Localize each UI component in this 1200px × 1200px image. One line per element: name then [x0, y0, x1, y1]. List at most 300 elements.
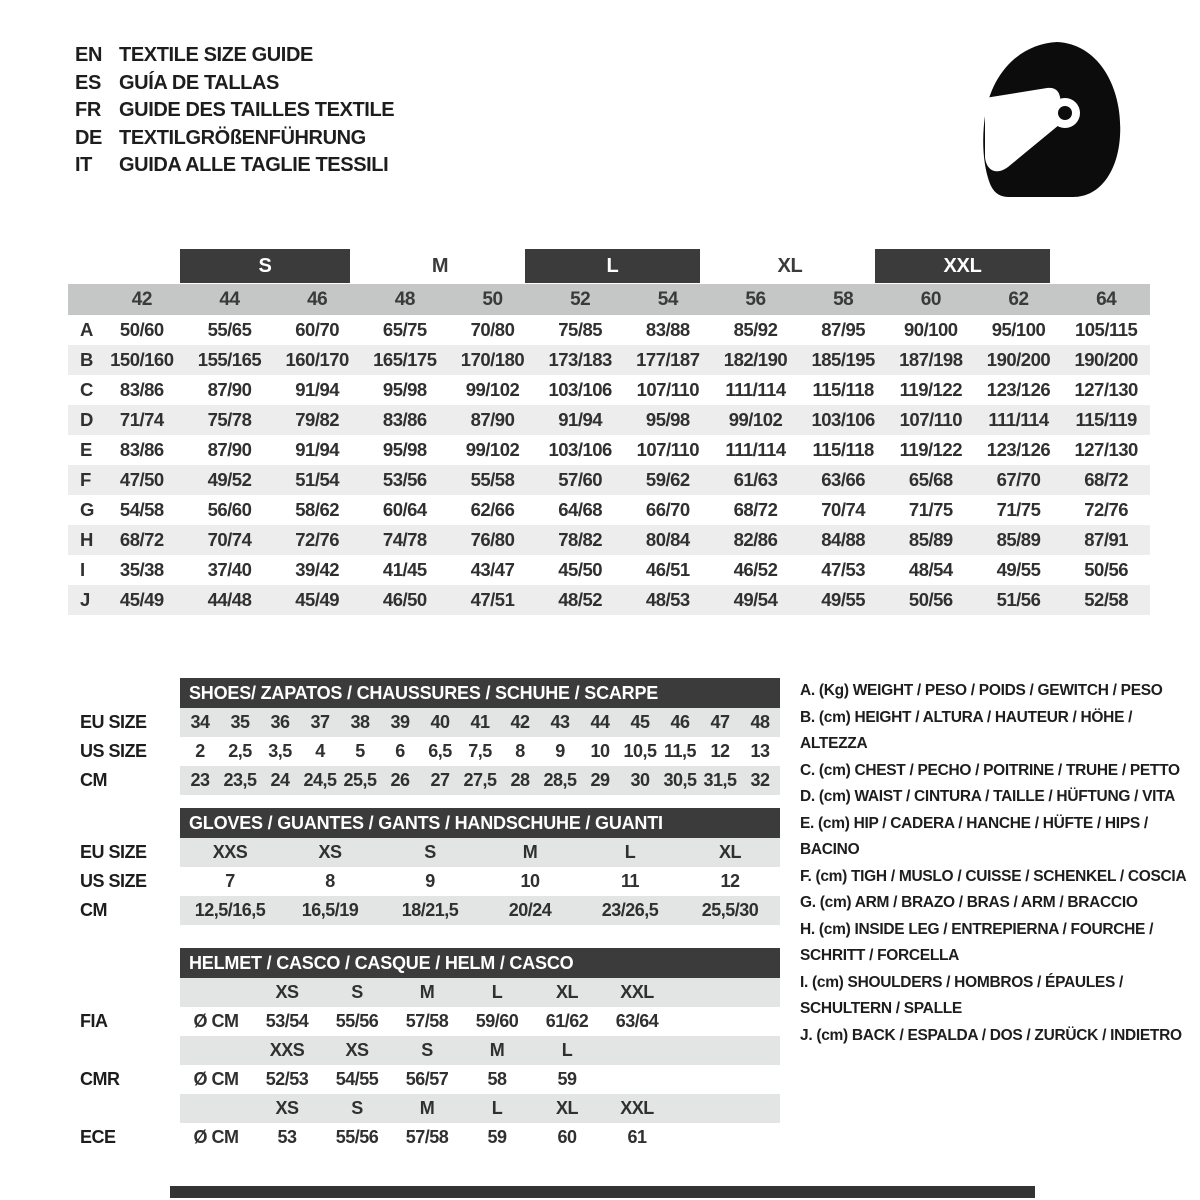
table-cell: M: [522, 842, 538, 862]
table-cell: 43: [550, 712, 570, 732]
helmet-values-row: [80, 1065, 790, 1094]
table-cell: 28: [510, 770, 530, 790]
table-cell: 37: [310, 712, 330, 732]
table-cell: 50/56: [1084, 559, 1129, 580]
column-header: 46: [307, 288, 328, 310]
language-item: [75, 42, 394, 70]
table-cell: 24: [270, 770, 290, 790]
table-cell: 64/68: [558, 499, 603, 520]
table-cell: 13: [750, 741, 770, 761]
size-group-m: M: [431, 254, 449, 277]
table-cell: 75/78: [207, 409, 252, 430]
standard-label: CMR: [80, 1069, 120, 1089]
shoes-section: [80, 678, 790, 795]
table-cell: 51/54: [295, 469, 340, 490]
shoes-section-header: SHOES/ ZAPATOS / CHAUSSURES / SCHUHE / SCARPE: [180, 678, 780, 708]
table-cell: 31,5: [703, 770, 737, 790]
table-row-grid: [68, 525, 1150, 555]
row-values: [180, 766, 780, 795]
legend-item: F. (cm) TIGH / MUSLO / CUISSE / SCHENKEL / COSCIA: [800, 867, 1187, 885]
row-header: E: [80, 439, 92, 460]
row-header: G: [80, 499, 94, 520]
table-cell: 87/90: [207, 379, 252, 400]
table-row: [68, 525, 1150, 555]
table-cell: 10: [590, 741, 610, 761]
row-values: [180, 978, 780, 1007]
helmet-sizes-row: [80, 1094, 790, 1123]
language-title: GUÍA DE TALLAS: [119, 71, 279, 94]
table-cell: 95/100: [991, 319, 1046, 340]
table-cell: 55/65: [207, 319, 252, 340]
table-cell: 59/60: [475, 1011, 519, 1031]
table-cell: 49/52: [207, 469, 252, 490]
table-row-grid: [68, 555, 1150, 585]
table-cell: XXS: [212, 842, 248, 862]
table-cell: 53/54: [265, 1011, 309, 1031]
table-cell: 71/75: [996, 499, 1041, 520]
table-cell: 25,5: [343, 770, 377, 790]
table-cell: 103/106: [548, 379, 612, 400]
table-cell: 58/62: [295, 499, 340, 520]
table-cell: 170/180: [460, 349, 525, 370]
table-cell: 24,5: [303, 770, 337, 790]
table-cell: 47: [710, 712, 730, 732]
table-cell: 6: [395, 741, 405, 761]
table-row-grid: [68, 465, 1150, 495]
column-header: 58: [833, 288, 854, 310]
language-title: TEXTILE SIZE GUIDE: [119, 44, 313, 66]
table-cell: 115/118: [812, 439, 874, 460]
table-cell: 42: [510, 712, 530, 732]
table-cell: 20/24: [508, 900, 552, 920]
table-cell: 40: [430, 712, 450, 732]
table-cell: 173/183: [548, 349, 612, 370]
table-cell: 45/49: [119, 589, 164, 610]
table-cell: 95/98: [645, 409, 690, 430]
size-header-cell: XXL: [620, 1098, 654, 1118]
table-cell: 165/175: [373, 349, 437, 370]
table-cell: 60/70: [295, 319, 340, 340]
table-cell: 155/165: [197, 349, 262, 370]
language-code: DE: [75, 126, 102, 149]
table-cell: 56/60: [207, 499, 252, 520]
table-cell: 60/64: [382, 499, 427, 520]
size-header-cell: S: [351, 1098, 363, 1118]
table-cell: 6,5: [428, 741, 452, 761]
size-table-row: [80, 708, 790, 737]
size-table-row: [80, 896, 790, 925]
table-cell: 60: [557, 1127, 577, 1147]
table-cell: 29: [590, 770, 610, 790]
table-cell: 55/58: [470, 469, 515, 490]
size-header-cell: XS: [275, 982, 299, 1002]
table-cell: 190/200: [986, 349, 1051, 370]
table-cell: 85/89: [908, 529, 953, 550]
table-cell: 48/54: [908, 559, 953, 580]
size-header-cell: XL: [555, 982, 578, 1002]
table-cell: 74/78: [382, 529, 427, 550]
table-cell: 23/26,5: [601, 900, 659, 920]
table-cell: 63/64: [615, 1011, 659, 1031]
table-cell: 177/187: [636, 349, 700, 370]
row-values: [180, 1007, 780, 1036]
size-header-cell: XL: [555, 1098, 578, 1118]
gloves-table: [80, 838, 790, 925]
row-values: [180, 737, 780, 766]
table-cell: 87/90: [470, 409, 515, 430]
size-header-cell: S: [421, 1040, 433, 1060]
table-row: [68, 465, 1150, 495]
table-cell: 59: [557, 1069, 577, 1089]
row-label: EU SIZE: [80, 842, 147, 862]
row-values: [180, 838, 780, 867]
table-cell: 5: [355, 741, 365, 761]
table-cell: 26: [390, 770, 410, 790]
size-header-cell: M: [419, 982, 435, 1002]
table-cell: 9: [425, 871, 435, 891]
size-header-cell: L: [561, 1040, 573, 1060]
table-cell: 54/55: [335, 1069, 379, 1089]
table-cell: 35: [230, 712, 250, 732]
table-cell: 28,5: [543, 770, 577, 790]
table-cell: 57/60: [558, 469, 603, 490]
size-table-row: [80, 838, 790, 867]
table-cell: 105/115: [1074, 319, 1138, 340]
table-cell: 182/190: [723, 349, 788, 370]
legend-item: H. (cm) INSIDE LEG / ENTREPIERNA / FOURCHE / SCHRITT / FORCELLA: [800, 920, 1154, 964]
language-title: GUIDE DES TAILLES TEXTILE: [119, 99, 395, 121]
table-cell: 53: [277, 1127, 297, 1147]
legend-item: E. (cm) HIP / CADERA / HANCHE / HÜFTE / HIPS / BACINO: [800, 814, 1148, 858]
row-header: J: [80, 589, 90, 610]
table-cell: 50/56: [908, 589, 953, 610]
table-cell: 25,5/30: [701, 900, 759, 920]
table-cell: 59/62: [645, 469, 690, 490]
row-header: A: [80, 319, 93, 340]
table-cell: 61/63: [733, 469, 778, 490]
table-cell: 70/80: [470, 319, 515, 340]
size-header-cell: L: [491, 982, 503, 1002]
table-cell: 111/114: [988, 409, 1049, 430]
table-cell: L: [624, 842, 636, 862]
table-cell: 12,5/16,5: [194, 900, 266, 920]
size-group-l: L: [525, 249, 700, 283]
row-values: [180, 867, 780, 896]
row-header: D: [80, 409, 93, 430]
helmet-values-row: [80, 1007, 790, 1036]
table-row-grid: [68, 345, 1150, 375]
table-cell: 99/102: [465, 379, 520, 400]
table-cell: 52/58: [1084, 589, 1129, 610]
table-cell: 52/53: [265, 1069, 309, 1089]
language-item: [75, 97, 394, 125]
table-cell: 44/48: [207, 589, 252, 610]
column-header: 60: [920, 288, 941, 310]
language-title: TEXTILGRÖßENFÜHRUNG: [119, 126, 366, 149]
row-values: [180, 1094, 780, 1123]
table-cell: 185/195: [811, 349, 875, 370]
unit-cell: Ø CM: [193, 1011, 239, 1031]
table-cell: 91/94: [558, 409, 603, 430]
table-cell: 48/53: [645, 589, 690, 610]
table-cell: 49/55: [821, 589, 866, 610]
table-cell: 36: [270, 712, 290, 732]
table-cell: 8: [515, 741, 525, 761]
table-cell: S: [424, 842, 436, 862]
table-cell: 16,5/19: [301, 900, 359, 920]
table-cell: 46/52: [733, 559, 778, 580]
legend-item: C. (cm) CHEST / PECHO / POITRINE / TRUHE / PETTO: [800, 761, 1180, 779]
row-header: I: [80, 559, 85, 580]
unit-cell: Ø CM: [193, 1127, 239, 1147]
language-list: [75, 42, 394, 180]
table-cell: 7: [225, 871, 235, 891]
table-cell: 87/91: [1084, 529, 1129, 550]
table-cell: 111/114: [725, 379, 786, 400]
column-header: 42: [131, 288, 152, 310]
column-header: 50: [482, 288, 503, 310]
table-row: [68, 375, 1150, 405]
table-cell: XL: [718, 842, 741, 862]
table-cell: 43/47: [470, 559, 515, 580]
legend-item: J. (cm) BACK / ESPALDA / DOS / ZURÜCK / INDIETRO: [800, 1026, 1182, 1044]
table-cell: 119/122: [899, 379, 962, 400]
table-cell: 91/94: [295, 439, 340, 460]
column-header: 44: [219, 288, 240, 310]
table-cell: 85/89: [996, 529, 1041, 550]
row-values: [180, 1065, 780, 1094]
table-cell: 150/160: [110, 349, 174, 370]
row-label: US SIZE: [80, 871, 147, 891]
table-cell: 18/21,5: [401, 900, 459, 920]
size-table-row: [80, 766, 790, 795]
table-cell: 12: [710, 741, 730, 761]
table-cell: 47/53: [821, 559, 866, 580]
table-cell: 107/110: [636, 379, 699, 400]
size-header-cell: L: [491, 1098, 503, 1118]
table-cell: 80/84: [645, 529, 690, 550]
helmet-sizes-row: [80, 978, 790, 1007]
table-cell: 41: [470, 712, 490, 732]
table-cell: 45: [630, 712, 650, 732]
helmet-sizes-row: [80, 1036, 790, 1065]
gloves-section: [80, 808, 790, 925]
row-label: EU SIZE: [80, 712, 147, 732]
row-header: H: [80, 529, 93, 550]
column-header: 54: [657, 288, 678, 310]
legend-item: A. (Kg) WEIGHT / PESO / POIDS / GEWITCH / PESO: [800, 682, 1163, 699]
table-cell: 70/74: [207, 529, 252, 550]
table-cell: 76/80: [470, 529, 515, 550]
standard-label: ECE: [80, 1127, 116, 1147]
table-cell: 7,5: [468, 741, 492, 761]
row-header: B: [80, 349, 93, 370]
table-cell: 71/75: [908, 499, 953, 520]
table-cell: 58: [487, 1069, 507, 1089]
table-cell: 48: [750, 712, 770, 732]
table-cell: 72/76: [295, 529, 340, 550]
row-header: C: [80, 379, 93, 400]
helmet-table: [80, 978, 790, 1152]
textile-columns-band: [68, 284, 1150, 315]
column-header: 52: [570, 288, 591, 310]
row-label: [80, 1036, 180, 1065]
table-cell: 65/68: [908, 469, 953, 490]
table-cell: 95/98: [382, 379, 427, 400]
legend-item: B. (cm) HEIGHT / ALTURA / HAUTEUR / HÖHE / ALTEZZA: [800, 708, 1133, 752]
table-cell: 91/94: [295, 379, 340, 400]
table-cell: 127/130: [1074, 439, 1138, 460]
table-row-grid: [68, 315, 1150, 345]
table-cell: 83/86: [382, 409, 427, 430]
table-cell: 55/56: [335, 1127, 379, 1147]
table-cell: 90/100: [904, 319, 958, 340]
size-header-cell: XXL: [620, 982, 654, 1002]
table-cell: 83/88: [645, 319, 690, 340]
table-cell: 68/72: [119, 529, 164, 550]
table-cell: 66/70: [645, 499, 690, 520]
table-cell: 75/85: [558, 319, 603, 340]
table-cell: 34: [190, 712, 210, 732]
row-values: [180, 1036, 780, 1065]
table-cell: 39: [390, 712, 410, 732]
textile-columns: [68, 284, 1150, 315]
table-cell: 11: [620, 871, 640, 891]
table-cell: 37/40: [207, 559, 252, 580]
table-cell: 67/70: [996, 469, 1041, 490]
size-group-s: S: [180, 249, 350, 283]
table-cell: 187/198: [899, 349, 963, 370]
table-cell: 53/56: [382, 469, 427, 490]
size-group-xxl: XXL: [875, 249, 1050, 283]
row-header: F: [80, 469, 91, 490]
table-row-grid: [68, 585, 1150, 615]
table-cell: 119/122: [899, 439, 962, 460]
size-header-cell: XS: [275, 1098, 299, 1118]
table-cell: 103/106: [811, 409, 875, 430]
table-cell: 71/74: [119, 409, 164, 430]
legend-item: G. (cm) ARM / BRAZO / BRAS / ARM / BRACCIO: [800, 894, 1138, 911]
table-cell: 87/95: [821, 319, 866, 340]
table-cell: 78/82: [558, 529, 603, 550]
size-group-xl: XL: [777, 254, 803, 277]
table-cell: 49/54: [733, 589, 778, 610]
helmet-section-header: HELMET / CASCO / CASQUE / HELM / CASCO: [180, 948, 780, 978]
size-header-cell: XS: [345, 1040, 369, 1060]
table-cell: 10: [520, 871, 540, 891]
size-header-cell: S: [351, 982, 363, 1002]
language-code: FR: [75, 99, 101, 121]
language-item: [75, 70, 394, 98]
table-cell: 11,5: [663, 741, 697, 761]
table-cell: 44: [590, 712, 610, 732]
table-cell: 30,5: [663, 770, 697, 790]
table-cell: 48/52: [558, 589, 603, 610]
table-row: [68, 555, 1150, 585]
table-cell: 83/86: [119, 439, 164, 460]
table-cell: 85/92: [733, 319, 778, 340]
table-cell: 57/58: [405, 1127, 449, 1147]
column-header: 56: [745, 288, 766, 310]
gloves-section-header: GLOVES / GUANTES / GANTS / HANDSCHUHE / GUANTI: [180, 808, 780, 838]
bottom-bar: [170, 1186, 1035, 1198]
table-cell: 56/57: [405, 1069, 449, 1089]
row-values: [180, 896, 780, 925]
table-cell: 84/88: [821, 529, 866, 550]
language-title: GUIDA ALLE TAGLIE TESSILI: [119, 154, 389, 176]
table-cell: XS: [318, 842, 342, 862]
table-row: [68, 585, 1150, 615]
table-cell: 54/58: [119, 499, 164, 520]
table-cell: 47/51: [470, 589, 515, 610]
legend-item: I. (cm) SHOULDERS / HOMBROS / ÉPAULES / SCHULTERN / SPALLE: [800, 973, 1124, 1017]
row-label: CM: [80, 900, 107, 920]
column-header: 62: [1008, 288, 1029, 310]
table-cell: 107/110: [899, 409, 962, 430]
legend-item: D. (cm) WAIST / CINTURA / TAILLE / HÜFTUNG / VITA: [800, 788, 1176, 805]
table-row: [68, 435, 1150, 465]
unit-cell: Ø CM: [193, 1069, 239, 1089]
racing-helmet-icon: [975, 36, 1125, 201]
table-cell: 38: [350, 712, 370, 732]
language-item: [75, 152, 394, 180]
table-row-grid: [68, 435, 1150, 465]
table-cell: 45/50: [558, 559, 603, 580]
table-cell: 111/114: [725, 439, 786, 460]
table-cell: 30: [630, 770, 650, 790]
table-cell: 47/50: [119, 469, 164, 490]
table-cell: 49/55: [996, 559, 1041, 580]
size-header-cell: M: [489, 1040, 505, 1060]
table-cell: 63/66: [821, 469, 866, 490]
table-cell: 123/126: [986, 379, 1051, 400]
table-cell: 68/72: [733, 499, 778, 520]
table-cell: 39/42: [295, 559, 340, 580]
table-cell: 12: [720, 871, 740, 891]
table-cell: 41/45: [382, 559, 427, 580]
table-cell: 160/170: [285, 349, 349, 370]
table-cell: 95/98: [382, 439, 427, 460]
row-values: [180, 1123, 780, 1152]
table-cell: 32: [750, 770, 770, 790]
table-cell: 70/74: [821, 499, 866, 520]
table-cell: 99/102: [728, 409, 783, 430]
language-code: EN: [75, 44, 102, 66]
table-cell: 61/62: [545, 1011, 589, 1031]
table-cell: 27,5: [463, 770, 497, 790]
measurement-legend: [800, 678, 1198, 1049]
table-cell: 115/118: [812, 379, 874, 400]
column-header: 64: [1096, 288, 1117, 310]
table-cell: 35/38: [119, 559, 164, 580]
table-cell: 23: [190, 770, 210, 790]
table-cell: 4: [315, 741, 325, 761]
table-cell: 99/102: [465, 439, 520, 460]
table-cell: 190/200: [1074, 349, 1138, 370]
table-cell: 127/130: [1074, 379, 1138, 400]
table-row: [68, 315, 1150, 345]
table-cell: 51/56: [996, 589, 1041, 610]
table-cell: 2,5: [228, 741, 252, 761]
size-header-cell: M: [419, 1098, 435, 1118]
table-cell: 9: [555, 741, 565, 761]
size-header-cell: XXS: [269, 1040, 305, 1060]
size-table-row: [80, 867, 790, 896]
row-label: CM: [80, 770, 107, 790]
table-cell: 3,5: [268, 741, 292, 761]
helmet-values-row: [80, 1123, 790, 1152]
helmet-section: [80, 948, 790, 1152]
